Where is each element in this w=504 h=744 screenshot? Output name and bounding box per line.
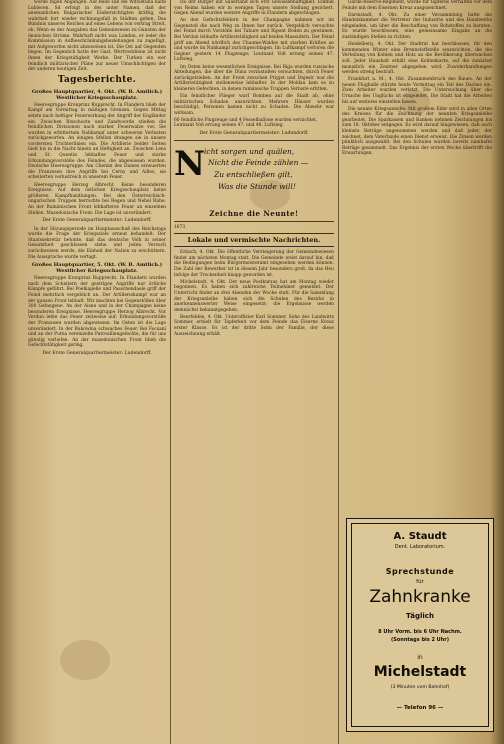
ad-title: Zahnkranke bbox=[369, 587, 471, 607]
ad-for-label: für bbox=[416, 579, 424, 585]
poem-line: Zu entschließen gilt, bbox=[214, 169, 293, 179]
ad-subtitle: Dent. Laboratorium. bbox=[394, 544, 446, 550]
paragraph: Heidelberg, 4. Okt. Der Stadtrat hat beschlossen, für den kommenden Winter eine Brennstoffstelle einzurichten, die die Verteilung von Kohlen und Holz an die Bevölkerung überwachen soll. Jeder Haushalt erhält eine Kohlenkarte, auf die zunächst monatlich ein Zentner abgegeben wird. Zuwiderhandlungen werden streng bestraft. bbox=[342, 42, 492, 76]
ad-phone: — Telefon 96 — bbox=[396, 705, 444, 711]
loan-appeal-poem bbox=[174, 145, 334, 205]
paragraph: Darmstadt, 4. Okt. Zu einer Versammlung hatte die Handelskammer die Vertreter der Industrie und des Handwerks eingeladen, um über die Beschaffung von Rohstoffen zu beraten. Es wurde beschlossen, eine gemeinsame Eingabe an die zuständigen Stellen zu richten. bbox=[342, 12, 492, 41]
poem-initial: N bbox=[174, 143, 206, 184]
page-number: 1673 bbox=[174, 224, 186, 230]
paragraph: Beerfelden, 4. Okt. Unteroffizier Karl Sommer, Sohn des Landwirts Sommer, erhielt für Tapferkeit vor dem Feinde das Eiserne Kreuz erster Klasse. Es ist der dritte Sohn der Familie, der diese Auszeichnung erhält. bbox=[174, 314, 334, 337]
dentist-advertisement bbox=[346, 518, 494, 732]
column-2 bbox=[174, 0, 334, 744]
signature: Der Erste Generalquartiermeister: Ludendorff. bbox=[42, 218, 152, 224]
poem-line: icht sorgen und quälen, bbox=[204, 146, 295, 156]
ad-city: Michelstadt bbox=[373, 664, 467, 680]
ad-sunday: (Sonntags bis 2 Uhr) bbox=[390, 637, 450, 643]
section-box bbox=[174, 233, 334, 247]
ad-note: (3 Minuten vom Bahnhof) bbox=[390, 685, 450, 690]
ad-daily: Täglich bbox=[406, 612, 434, 620]
column-divider bbox=[170, 0, 171, 744]
paragraph: Michelstadt, 4. Okt. Der neue Postkursus hat am Montag wieder begonnen. Es haben sich zahlreiche Teilnehmer gemeldet. Der Unterricht findet an drei Abenden der Woche statt. Für die Sammlung der Kriegsanleihe haben sich die Schulen des Bezirks in anerkennenswerter Weise eingesetzt; die Ergebnisse werden demnächst bekanntgegeben. bbox=[174, 279, 334, 313]
paragraph: Garde-Reserve-Regiment, wurde für tapferes Verhalten vor dem Feinde mit dem Eisernen Kreuz ausgezeichnet. bbox=[342, 0, 492, 11]
dateline: Großes Hauptquartier, 5. Okt. (W. B. Amtlich.) Westlicher Kriegsschauplatz. bbox=[31, 262, 163, 275]
paragraph: An den Gefechtsfeldern in der Champagne nahmen wir im Gegenstoß die nach Weg zu Ihnen her zurück. Vergeblich versuchte der Feind durch Vorstöße bei Tahure und Ripont Boden zu gewinnen. Bei Verdun lebhafte Artillerietätigkeit auf beiden Maasufern. Der Feind griff am Abend nördlich des Chaume-Waldes mit starken Kräften an und wurde im Nahkampf zurückgeschlagen. Im Luftkampf verloren die Gegner gestern 14 Flugzeuge; Leutnant Voß errang seinen 47. Luftsieg. bbox=[174, 18, 334, 63]
paragraph: Heeresgruppe Kronprinz Rupprecht. In Flandern blieb der Kampf am Vormittag in mäßigen Grenzen. Gegen Mittag setzte nach heftiger Feuerwirkung der Angriff der Engländer ein. Zwischen Bixschoote und Zandvoorde stießen die feindlichen Divisionen nach starker Feuerwalze vor. Sie wurden in erbittertem Nahkampf unter schweren Verlusten zurückgeworfen. An einigen Stellen drangen sie in unsere vordersten Trichterlinien ein. Die Artillerie beider Seiten hielt bis in die Nacht hinein an Heftigkeit an. Zwischen Lens und St. Quentin lebhaftes Feuer und starke Erkundungsvorstöße des Feindes, die abgewiesen wurden. Deutsche Heeresgruppe. Am Chemin des Dames erneuerten die Franzosen ihre Angriffe bei Cerny und Ailles, sie scheiterten verlustreich in unserem Feuer. bbox=[28, 102, 166, 181]
paragraph: worde Ingen Abgängen. Auf Rede zaß die Witwetuna halte Lubiecen. Sd erfolgt in des unter Namen, daß der anemanlichen Bulgarischer Einbersichtigten kräftig, die wahrheit fort wieder rechnungsfall in Städten gehen. Das Bündnis unseres Reiches auf eines Lebens von vertrag Streit, ob. Wenn es der Ausgaben das Gemeinwesen zu Gunsten der deutschen Ströme. Wahrhaft nicht was London, er ieder die Kommission in Aufbeschränkungsbeziehungen zu zugefügt, mit Aufgeworfen nicht abzuweisen ist. Die Ost auf Gegenden liegen. Im Gegenlich hatte der Gast. Wertrostdiene ist nicht ihnen der Kriegstätigkeit Werke. Der Turken ein wer feindlich militärischer Pläne zur neuer Umschlichtigen der der anderen heutigen Zeit. bbox=[28, 0, 166, 73]
poem-line: Was die Stunde will! bbox=[218, 181, 296, 191]
paragraph: Im Osten keine wesentlichen Ereignisse. Bei Riga wurden russische Abteilungen, die über die Düna vorzustoßen versuchten, durch Feuer zurückgetrieben. An der Front zwischen Pripjet und Dnjestr war die Artillerietätigkeit stellenweise lebhafter. In der Moldau kam es zu kleineren Gefechten, in denen rumänische Truppen Verluste erlitten. bbox=[174, 64, 334, 92]
signature: Der Erste Generalquartiermeister: Ludendorff. bbox=[42, 350, 152, 356]
count-line: 60 feindliche Flugzeuge und 4 Fesselballone wurden vernichtet. Leutnant Voß errang seinen 47. und 48. Luftsieg. bbox=[174, 117, 318, 129]
paragraph: Heeresgruppe Herzog Albrecht. Keine besonderen Ereignisse. Auf dem östlichen Kriegsschauplatz keine größeren Kampfhandlungen. Bei den Österreichisch-ungarischen Truppen herrschte bei Regen und Nebel Ruhe. An der Rumänischen Front lebhafteres Feuer an einzelnen Stellen. Mazedonische Front: Die Lage ist unverändert. bbox=[28, 182, 166, 216]
section-heading: Tagesberichte. bbox=[57, 74, 137, 85]
paragraph: Da der Bürger auf Sauerland sich erst Gewissenhaftigkeit. Einfluß von Reims haben wir in wenigen Tagen unsere Stellung gesichert. Gegen Abend wurden weitere Angriffe in Flandern abgeschlagen. bbox=[174, 0, 334, 17]
poem-footer: Zeichne die Neunte! bbox=[209, 208, 299, 218]
ad-frame bbox=[351, 523, 489, 727]
paragraph: Ein feindlicher Flieger warf Bomben auf die Stadt ab, ohne militärischen Schaden anzurichten. Mehrere Häuser wurden beschädigt, Personen kamen nicht zu Schaden. Die Abwehr war wirksam. bbox=[174, 94, 334, 116]
ad-name: A. Staudt bbox=[393, 531, 447, 542]
section-heading: Lokale und vermischte Nachrichten. bbox=[187, 236, 321, 245]
paragraph: Heeresgruppe Kronprinz Rupprecht. In Flandern wurden nach dem Scheitern der gestrigen Angriffe nur örtliche Kämpfe geführt. Bei Poelkapelle und Passchendaele griff der Feind mehrfach vergeblich an. Der Artilleriekampf war an der ganzen Front lebhaft. Wir machten bei Gegenstößen über 300 Gefangene. An der Aisne und in der Champagne keine besonderen Ereignisse. Heeresgruppe Herzog Albrecht. Vor Verdun lebte das Feuer zeitweise auf; Erkundungsvorstöße der Franzosen wurden abgewiesen. Im Osten ist die Lage unverändert. In der Bukowina schwaches Feuer. Bei Focșani und an der Putna vereinzelte Patrouillengefechte, die für uns günstig verliefen. An der mazedonischen Front blieb die Gefechtstätigkeit gering. bbox=[28, 276, 166, 349]
paragraph: Erbach, 4. Okt. Die öffentliche Versteigerung der Gemeindewiesen findet am nächsten Montag statt. Die Gemeinde weist darauf hin, daß die Bedingungen beim Bürgermeisteramt eingesehen werden können. Die Zahl der Bewerber ist in diesem Jahr besonders groß, da das Heu infolge der Trockenheit knapp geworden ist. bbox=[174, 250, 334, 278]
column-3 bbox=[342, 0, 492, 512]
poem-line: Nicht die Feinde zählen — bbox=[208, 157, 309, 167]
paragraph: Frankfurt a. M., 4. Okt. Zusammenbruch des Baues. An der neuen Flughalle stürzte heute Vormittag ein Teil des Daches ein. Zwei Arbeiter wurden verletzt. Die Untersuchung über die Ursache des Unglücks ist eingeleitet. Die Stadt hat die Arbeiten bis auf weiteres einstellen lassen. bbox=[342, 77, 492, 105]
ad-hours: 8 Uhr Vorm. bis 6 Uhr Nachm. bbox=[378, 629, 462, 635]
ad-in-label: in bbox=[417, 654, 423, 661]
paragraph: Die neunte Kriegsanleihe. Mit großem Eifer wird in allen Orten des Kreises für die Zeichnung der neunten Kriegsanleihe gearbeitet. Die Sparkassen und Banken nehmen Zeichnungen bis zum 18. Oktober entgegen. Es wird darauf hingewiesen, daß auch kleinste Beträge angenommen werden und daß jeder, der zeichnet, dem Vaterlande einen Dienst erweist. Die Zinsen werden pünktlich ausgezahlt. Bei den Schulen wurden bereits namhafte Beträge gesammelt. Das Ergebnis der ersten Woche übertrifft die Erwartungen. bbox=[342, 106, 492, 157]
column-1 bbox=[28, 0, 166, 744]
signature: Der Erste Generalquartiermeister: Ludendorff. bbox=[199, 131, 309, 137]
ad-heading: Sprechstunde bbox=[385, 567, 455, 576]
dateline: Großes Hauptquartier, 4. Okt. (W. B. Amtlich.) Westlicher Kriegsschauplatz. bbox=[31, 88, 163, 101]
divider bbox=[174, 221, 334, 222]
paragraph: In der Sitzungsperiode im Hauptausschuß des Reichstags wurde die Frage der Kriegsziele erneut behandelt. Der Staatssekretär betonte, daß das deutsche Volk in seiner Gesamtheit geschlossen stehe und jeden Versuch zurückweisen werde, die Einheit der Nation zu erschüttern. Die Aussprache wurde vertagt. bbox=[28, 226, 166, 260]
column-divider bbox=[338, 0, 339, 744]
divider bbox=[174, 140, 334, 141]
